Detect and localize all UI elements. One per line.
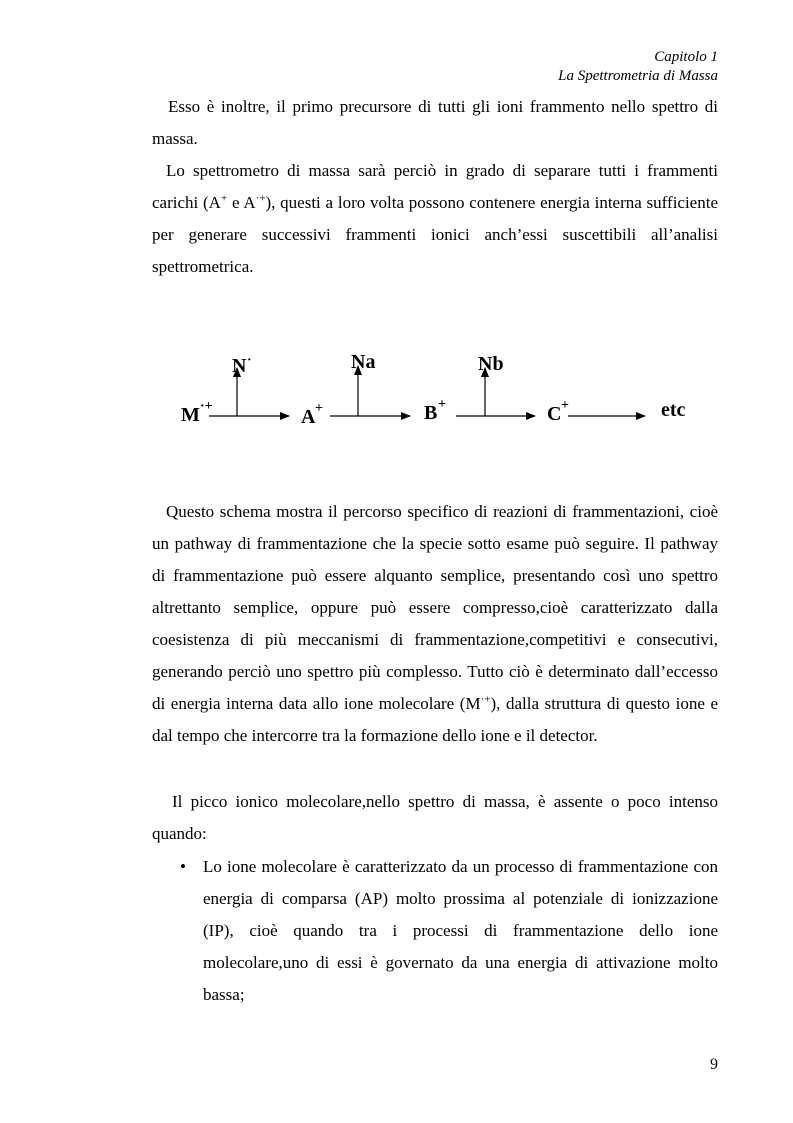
end-label-etc: etc [661,399,686,421]
list-item [152,851,718,1011]
neutral-label-nb: Nb [478,353,504,375]
paragraph-scheme-description [152,496,718,752]
ion-label-b: B [424,402,438,424]
text-run: Lo spettrometro di massa sarà perciò in grado di separare tutti i frammenti carichi (A [152,161,718,212]
ion-charge-m: ·+ [200,399,213,414]
neutral-mark-n: · [247,353,252,368]
bullet-icon: • [180,857,186,876]
paragraph-separation [152,155,718,283]
paragraph-text: Esso è inoltre, il primo precursore di tutti gli ioni frammento nello spettro di massa. [152,97,718,148]
text-run: e A [227,193,256,212]
text-run: Questo schema mostra il percorso specifico di reazioni di frammentazioni, cioè un pathway di frammentazione che la specie sotto esame può seguire. Il pathway di frammentazione può essere alquanto semplice, presentando così uno spettro altrettanto semplice, oppure può essere compresso,cioè caratterizzato dalla coesistenza di più meccanismi di frammentazione,competitivi e consecutivi, generando perciò uno spettro più complesso. Tutto ciò è determinato dall’eccesso di energia interna data allo ione molecolare (M [152,502,718,713]
charge-superscript: + [220,192,228,205]
text-run: ), dalla struttura di questo ione e dal tempo che intercorre tra la formazione dello ione e il detector. [152,694,718,745]
ion-charge-c: + [561,398,569,413]
charge-superscript: ·+ [480,693,491,706]
page-number: 9 [710,1056,718,1073]
neutral-label-na: Na [351,351,376,373]
paragraph-text: Il picco ionico molecolare,nello spettro di massa, è assente o poco intenso quando: [152,792,718,843]
paragraph-molecular-peak [152,786,718,850]
ion-label-c: C [547,403,562,425]
ion-label-m: M [181,404,200,426]
fragmentation-diagram [0,330,793,450]
paragraph-text [152,155,718,283]
paragraph-intro [152,91,718,155]
chapter-label: Capitolo 1 [654,49,718,65]
paragraph-text [152,496,718,752]
ion-charge-a: + [315,401,323,416]
ion-charge-b: + [438,397,446,412]
running-header [558,48,718,86]
text-run: ), questi a loro volta possono contenere energia interna sufficiente per generare successivi frammenti ionici anch’essi suscettibili all’analisi spettrometrica. [152,193,718,276]
bullet-list [152,851,718,1011]
charge-superscript: ·+ [255,192,266,205]
list-item-text: Lo ione molecolare è caratterizzato da un processo di frammentazione con energia di comparsa (AP) molto prossima al potenziale di ionizzazione (IP), cioè quando tra i processi di frammentazione dello ione molecolare,uno di essi è governato da una energia di attivazione molto bassa; [203,857,718,1004]
section-title: La Spettrometria di Massa [558,68,718,84]
neutral-label-n: N [232,355,247,377]
ion-label-a: A [301,406,316,428]
